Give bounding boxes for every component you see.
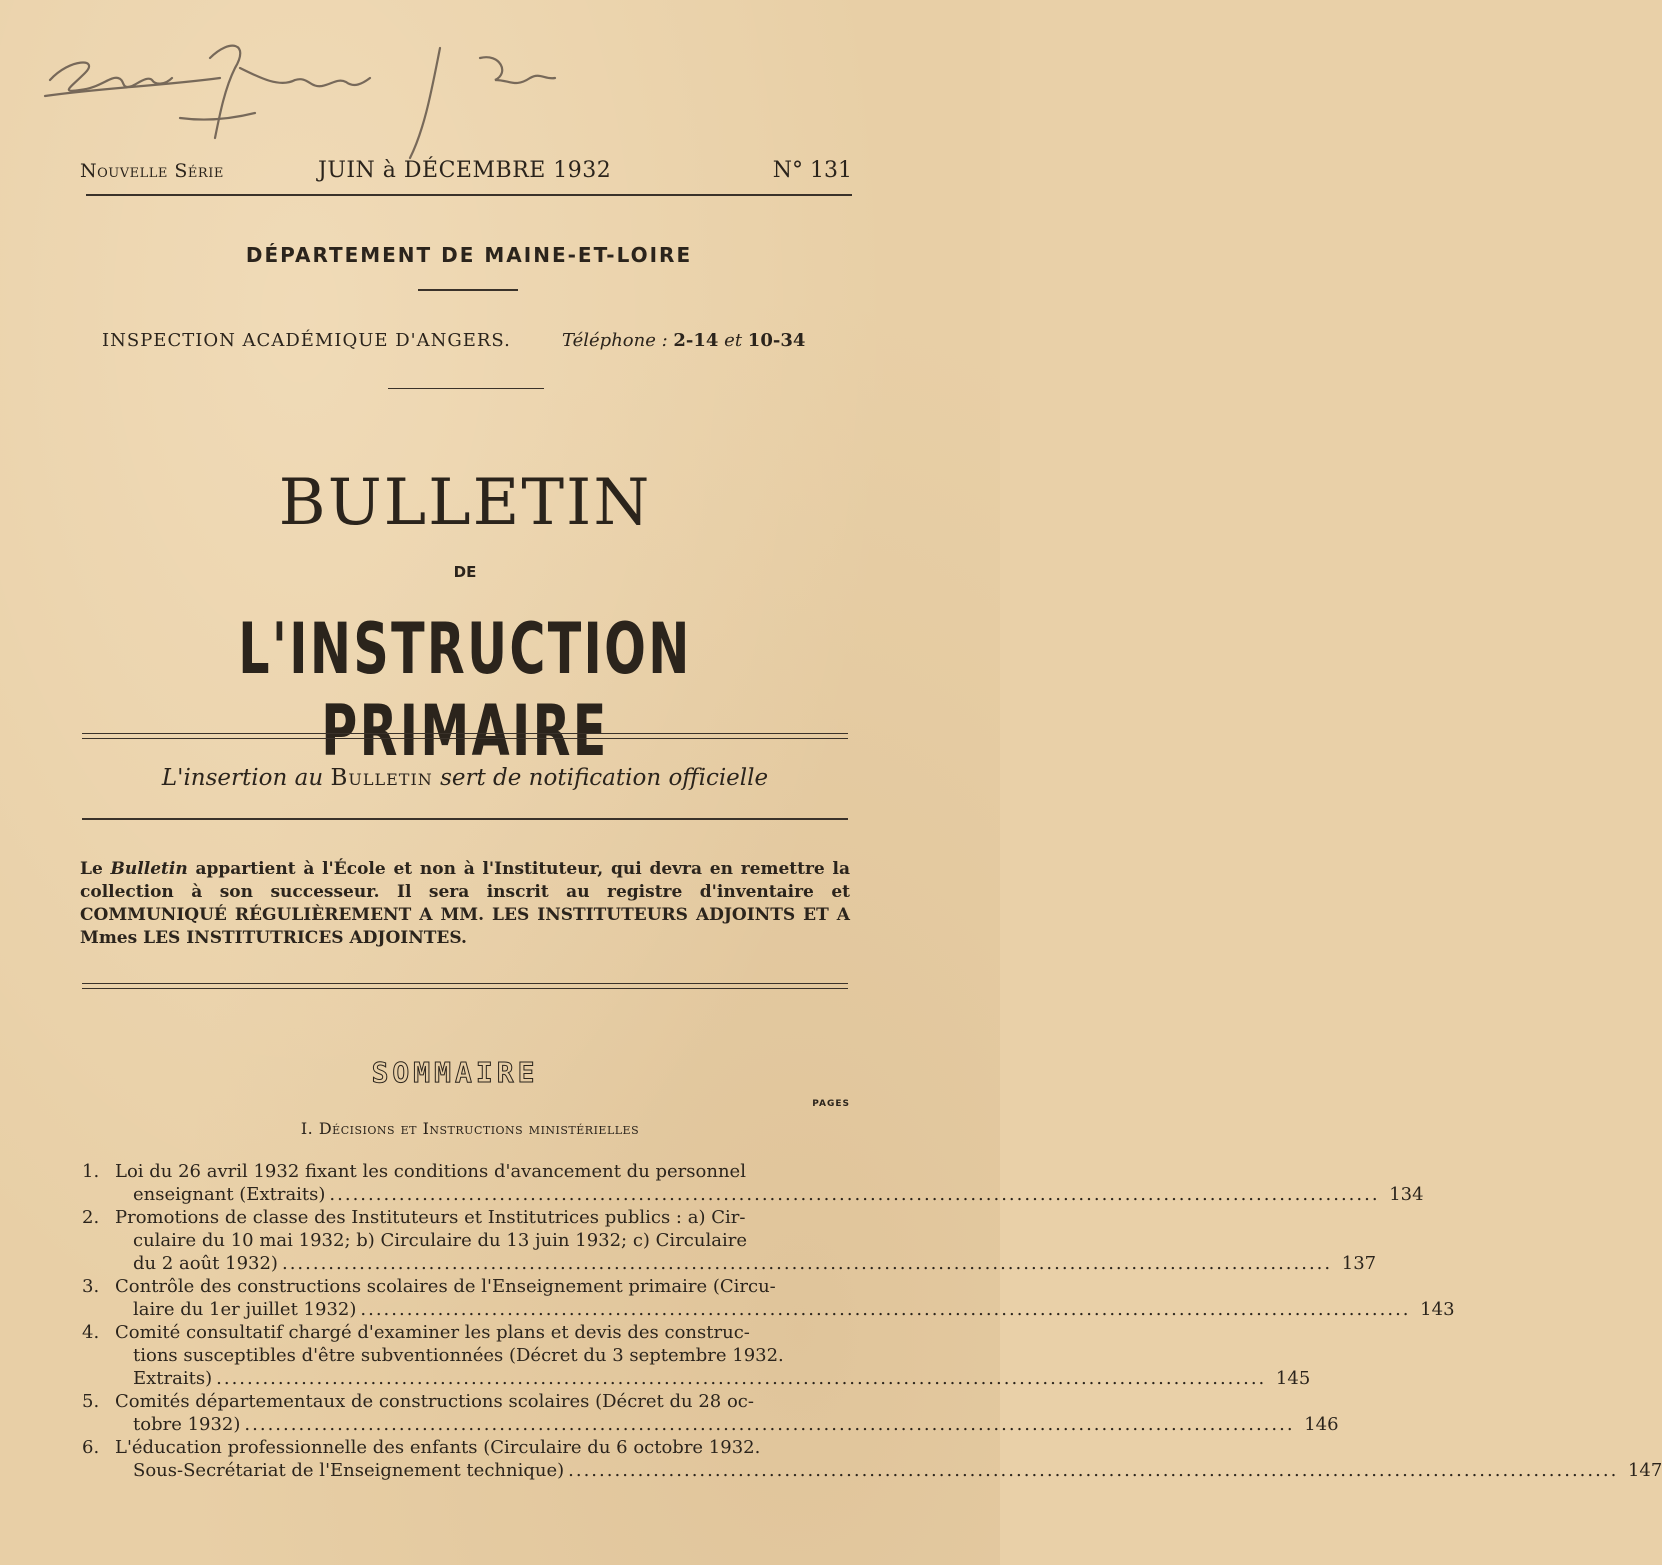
toc-entry-text: du 2 août 1932) xyxy=(133,1253,278,1274)
series-label: Nouvelle Série xyxy=(80,160,224,182)
table-of-contents xyxy=(82,1160,1662,1482)
toc-entry-final-line xyxy=(115,1413,1339,1436)
toc-entry xyxy=(82,1275,1455,1321)
title-instruction-primaire: L'INSTRUCTION PRIMAIRE xyxy=(238,608,692,772)
toc-entry-text: Sous-Secrétariat de l'Enseignement technique) xyxy=(133,1460,565,1481)
double-rule xyxy=(82,733,848,739)
title-de: DE xyxy=(453,563,477,581)
toc-entry-text: Comité consultatif chargé d'examiner les plans et devis des construc- xyxy=(115,1322,750,1343)
toc-entry-text: Loi du 26 avril 1932 fixant les conditions d'avancement du personnel xyxy=(115,1161,746,1182)
toc-entry-final-line xyxy=(115,1252,1376,1275)
notice-bulletin: Bulletin xyxy=(110,859,188,879)
toc-entry-text: culaire du 10 mai 1932; b) Circulaire du 13 juin 1932; c) Circulaire xyxy=(133,1230,747,1251)
middle-rule xyxy=(82,818,848,820)
toc-entry-text: L'éducation professionnelle des enfants (Circulaire du 6 octobre 1932. xyxy=(115,1437,761,1458)
toc-entry-final-line xyxy=(115,1183,1424,1206)
toc-entry-number: 3. xyxy=(82,1276,100,1297)
toc-leader-dots xyxy=(216,1367,1266,1390)
toc-entry xyxy=(82,1321,1311,1390)
toc-entry-text: enseignant (Extraits) xyxy=(133,1184,326,1205)
section-heading: I. Décisions et Instructions ministérielles xyxy=(300,1119,640,1138)
toc-entry xyxy=(82,1390,1339,1436)
toc-entry-final-line xyxy=(115,1459,1662,1482)
toc-entry-page: 134 xyxy=(1389,1184,1424,1205)
toc-entry-page: 146 xyxy=(1304,1414,1339,1435)
toc-leader-dots xyxy=(244,1413,1294,1436)
toc-entry-number: 5. xyxy=(82,1391,100,1412)
issue-number: N° 131 xyxy=(772,158,852,183)
handwriting-signature-icon xyxy=(40,18,600,168)
toc-entry-text: tobre 1932) xyxy=(133,1414,241,1435)
insertion-bulletin: Bulletin xyxy=(330,765,433,791)
issue-dates: JUIN à DÉCEMBRE 1932 xyxy=(318,158,612,183)
toc-entry-final-line xyxy=(115,1367,1310,1390)
ownership-notice xyxy=(80,858,850,950)
short-divider xyxy=(418,289,518,291)
toc-entry xyxy=(82,1436,1662,1482)
telephone-line xyxy=(562,330,805,351)
short-divider xyxy=(388,388,544,389)
insertion-post: sert de notification officielle xyxy=(440,765,769,791)
notice-le: Le xyxy=(80,859,103,879)
toc-entry-number: 1. xyxy=(82,1161,100,1182)
toc-leader-dots xyxy=(329,1183,1379,1206)
toc-entry xyxy=(82,1160,1424,1206)
insertion-pre: L'insertion au xyxy=(161,765,324,791)
toc-entry-text: Comités départementaux de constructions scolaires (Décret du 28 oc- xyxy=(115,1391,754,1412)
toc-entry-number: 4. xyxy=(82,1322,100,1343)
sommaire-heading: SOMMAIRE xyxy=(371,1056,539,1089)
toc-entry-page: 143 xyxy=(1420,1299,1455,1320)
telephone-et: et xyxy=(724,330,743,351)
toc-leader-dots xyxy=(568,1459,1618,1482)
double-rule xyxy=(82,983,848,989)
toc-entry-page: 147 xyxy=(1627,1460,1662,1481)
pages-column-label: PAGES xyxy=(812,1099,850,1109)
toc-entry-text: Promotions de classe des Instituteurs et Institutrices publics : a) Cir- xyxy=(115,1207,746,1228)
toc-leader-dots xyxy=(282,1252,1332,1275)
top-rule xyxy=(86,194,852,196)
toc-entry-text: tions susceptibles d'être subventionnées (Décret du 3 septembre 1932. xyxy=(133,1345,784,1366)
toc-entry-final-line xyxy=(115,1298,1455,1321)
telephone-number-1: 2-14 xyxy=(673,330,719,351)
telephone-label: Téléphone : xyxy=(562,330,668,351)
toc-entry-text: Contrôle des constructions scolaires de l'Enseignement primaire (Circu- xyxy=(115,1276,776,1297)
notice-body: appartient à l'École et non à l'Instituteur, qui devra en remettre la collection à son successeur. Il sera inscrit au registre d'inventaire et COMMUNIQUÉ RÉGULIÈREMENT A MM. LES INSTITUTEURS ADJOINTS ET A Mmes LES INSTITUTRICES ADJOINTES. xyxy=(80,859,850,948)
toc-entry-page: 145 xyxy=(1275,1368,1311,1389)
toc-entry-text: laire du 1er juillet 1932) xyxy=(133,1299,357,1320)
toc-entry-text: Extraits) xyxy=(133,1368,213,1389)
toc-leader-dots xyxy=(360,1298,1410,1321)
toc-entry xyxy=(82,1206,1377,1275)
department-heading: DÉPARTEMENT DE MAINE-ET-LOIRE xyxy=(245,243,693,267)
title-bulletin: BULLETIN xyxy=(278,466,652,540)
telephone-number-2: 10-34 xyxy=(747,330,806,351)
toc-entry-number: 2. xyxy=(82,1207,100,1228)
insertion-notice xyxy=(0,765,930,791)
toc-entry-number: 6. xyxy=(82,1437,100,1458)
toc-entry-page: 137 xyxy=(1341,1253,1377,1274)
handwritten-note xyxy=(40,18,600,168)
inspection-label: INSPECTION ACADÉMIQUE D'ANGERS. xyxy=(102,330,511,351)
